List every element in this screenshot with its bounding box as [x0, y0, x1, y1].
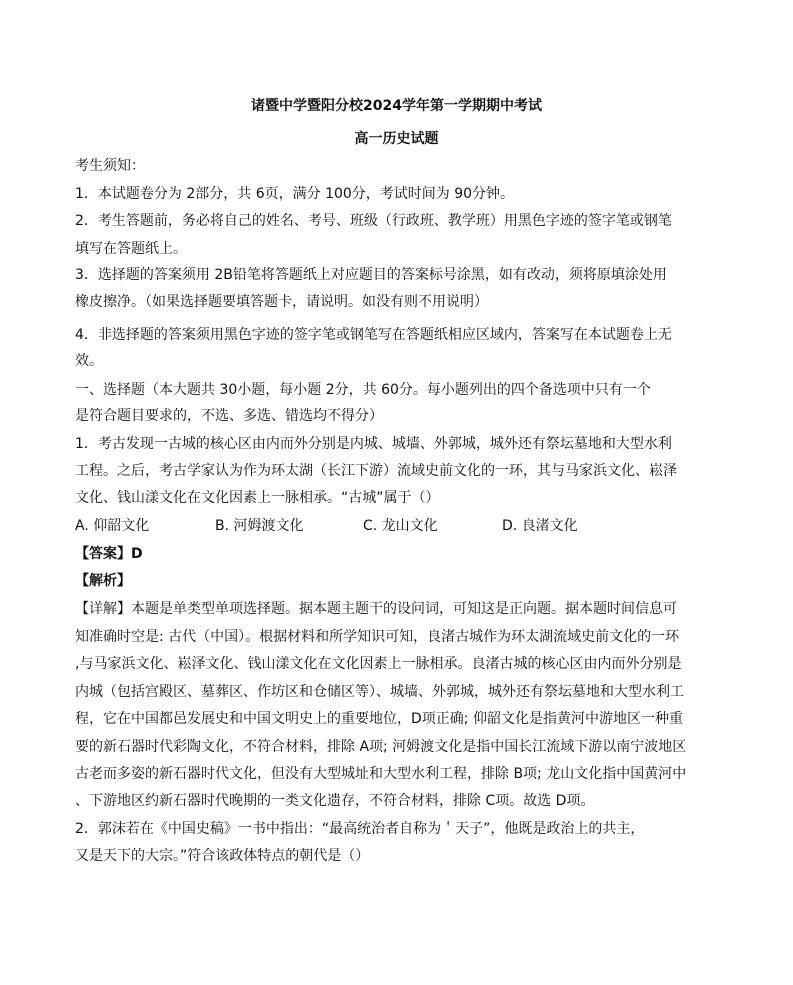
- question-1-detail-line: 程，它在中国都邑发展史和中国文明史上的重要地位，D项正确; 仰韶文化是指黄河中游地区一种重: [75, 711, 683, 727]
- exam-title: 诸暨中学暨阳分校2024学年第一学期期中考试: [251, 98, 542, 114]
- question-1-analysis-label: 【解析】: [75, 573, 131, 589]
- question-1-line-1: 1．考古发现一古城的核心区由内而外分别是内城、城墙、外郭城，城外还有祭坛墓地和大型水利: [75, 436, 672, 452]
- question-1-line-2: 工程。之后，考古学家认为作为环太湖（长江下游）流域史前文化的一环，其与马家浜文化、崧泽: [75, 463, 677, 479]
- notice-item-4-line-2: 效。: [75, 353, 103, 369]
- question-1-detail-line: ,与马家浜文化、崧泽文化、钱山漾文化在文化因素上一脉相承。良渚古城的核心区由内而外分别是: [75, 656, 682, 672]
- exam-subtitle: 高一历史试题: [354, 131, 439, 147]
- notice-item-1: 1．本试题卷分为 2部分，共 6页，满分 100分，考试时间为 90分钟。: [75, 186, 515, 202]
- notice-item-3-line-2: 橡皮擦净。（如果选择题要填答题卡，请说明。如没有则不用说明）: [75, 294, 488, 310]
- question-1-detail-line: 要的新石器时代彩陶文化，不符合材料，排除 A项; 河姆渡文化是指中国长江流域下游以南宁波地区: [75, 739, 687, 755]
- question-1-option-c: C. 龙山文化: [363, 518, 438, 534]
- question-1-detail-line: 知准确时空是: 古代（中国）。根据材料和所学知识可知，良渚古城作为环太湖流域史前文化的一环: [75, 629, 680, 645]
- question-1-detail-line: 、下游地区约新石器时代晚期的一类文化遗存，不符合材料，排除 C项。故选 D项。: [75, 793, 595, 809]
- notice-heading: 考生须知：: [75, 158, 145, 174]
- question-1-option-b: B. 河姆渡文化: [215, 518, 304, 534]
- question-1-detail-line: 【详解】本题是单类型单项选择题。据本题主题干的设问词，可知这是正向题。据本题时间信息可: [75, 601, 677, 617]
- notice-item-2-line-1: 2．考生答题前，务必将自己的姓名、考号、班级（行政班、教学班）用黑色字迹的签字笔或钢笔: [75, 213, 672, 229]
- notice-item-3-line-1: 3．选择题的答案须用 2B铅笔将答题纸上对应题目的答案标号涂黑，如有改动，须将原填涂处用: [75, 267, 667, 283]
- question-2-line-2: 又是天下的大宗。”符合该政体特点的朝代是（）: [75, 848, 370, 864]
- section-1-heading-line-1: 一、选择题（本大题共 30小题，每小题 2分，共 60分。每小题列出的四个备选项中只有一个: [75, 382, 651, 398]
- question-2-line-1: 2．郭沫若在《中国史稿》一书中指出：“最高统治者自称为＇天子”，他既是政治上的共主，: [75, 821, 645, 837]
- question-1-option-d: D. 良渚文化: [502, 518, 578, 534]
- notice-item-2-line-2: 填写在答题纸上。: [75, 241, 187, 257]
- question-1-option-a: A. 仰韶文化: [75, 518, 150, 534]
- notice-item-4-line-1: 4．非选择题的答案须用黑色字迹的签字笔或钢笔写在答题纸相应区域内，答案写在本试题卷上无: [75, 327, 672, 343]
- question-1-answer: 【答案】D: [75, 546, 143, 562]
- question-1-line-3: 文化、钱山漾文化在文化因素上一脉相承。“古城”属于（）: [75, 490, 440, 506]
- question-1-detail-line: 古老而多姿的新石器时代文化，但没有大型城址和大型水利工程，排除 B项; 龙山文化指中国黄河中: [75, 766, 687, 782]
- question-1-detail-line: 内城（包括宫殿区、墓葬区、作坊区和仓储区等）、城墙、外郭城，城外还有祭坛墓地和大型水利工: [75, 684, 684, 700]
- section-1-heading-line-2: 是符合题目要求的，不选、多选、错选均不得分）: [75, 408, 383, 424]
